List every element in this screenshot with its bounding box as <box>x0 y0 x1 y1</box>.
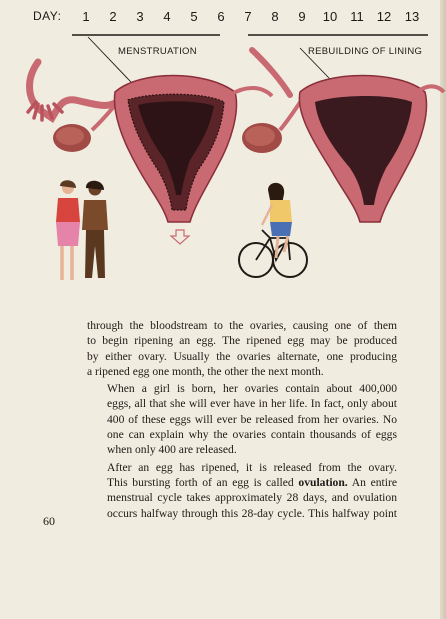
text-line: 400 of these eggs will ever be released from her ovaries. No <box>107 412 397 426</box>
day-number: 9 <box>298 9 306 24</box>
paragraph-ovulation <box>87 460 397 521</box>
text-line: eggs, all that she will ever have in her life. In fact, only about <box>107 397 397 411</box>
day-number: 2 <box>109 9 117 24</box>
day-number: 12 <box>376 9 392 24</box>
text-line: occurs halfway through this 28-day cycle. This halfway point <box>107 506 397 520</box>
day-number: 4 <box>163 9 171 24</box>
ovulation-term: ovulation. <box>298 475 348 489</box>
day-number: 8 <box>271 9 279 24</box>
day-number: 5 <box>190 9 198 24</box>
text-line: by either ovary. Usually the ovaries alternate, one producing <box>87 349 397 363</box>
body-text <box>87 318 397 521</box>
day-number: 3 <box>136 9 144 24</box>
text-line: After an egg has ripened, it is released from the ovary. <box>107 460 397 474</box>
day-number: 10 <box>322 9 338 24</box>
paragraph-ovaries <box>87 318 397 379</box>
text-line: one can explain why the ovaries contain thousands of eggs <box>107 428 397 442</box>
girls-standing-illustration <box>56 180 108 280</box>
text-line: This bursting forth of an egg is called ovulation. An entire <box>107 475 397 489</box>
menstrual-cycle-illustration <box>0 0 446 300</box>
day-number: 6 <box>217 9 225 24</box>
day-label: DAY: <box>33 9 62 23</box>
day-number: 11 <box>350 9 364 24</box>
text-line: a ripened egg one month, the other the next month. <box>87 364 324 378</box>
text-line: through the bloodstream to the ovaries, causing one of them <box>87 319 397 332</box>
day-number: 7 <box>244 9 252 24</box>
rebuilding-label: REBUILDING OF LINING <box>308 46 423 57</box>
page-number: 60 <box>43 514 55 528</box>
text-line: menstrual cycle takes approximately 28 days, and ovulation <box>107 491 397 505</box>
menstruation-label: MENSTRUATION <box>118 46 197 57</box>
text-line: when only 400 are released. <box>107 443 237 457</box>
day-number: 1 <box>82 9 90 24</box>
girl-on-bicycle-illustration <box>239 183 307 277</box>
paragraph-eggs <box>87 381 397 457</box>
down-arrow-icon <box>171 230 189 244</box>
text-line: When a girl is born, her ovaries contain about 400,000 <box>107 382 397 396</box>
text-line: to begin ripening an egg. The ripened egg may be produced <box>87 334 397 348</box>
day-number: 13 <box>404 9 420 24</box>
